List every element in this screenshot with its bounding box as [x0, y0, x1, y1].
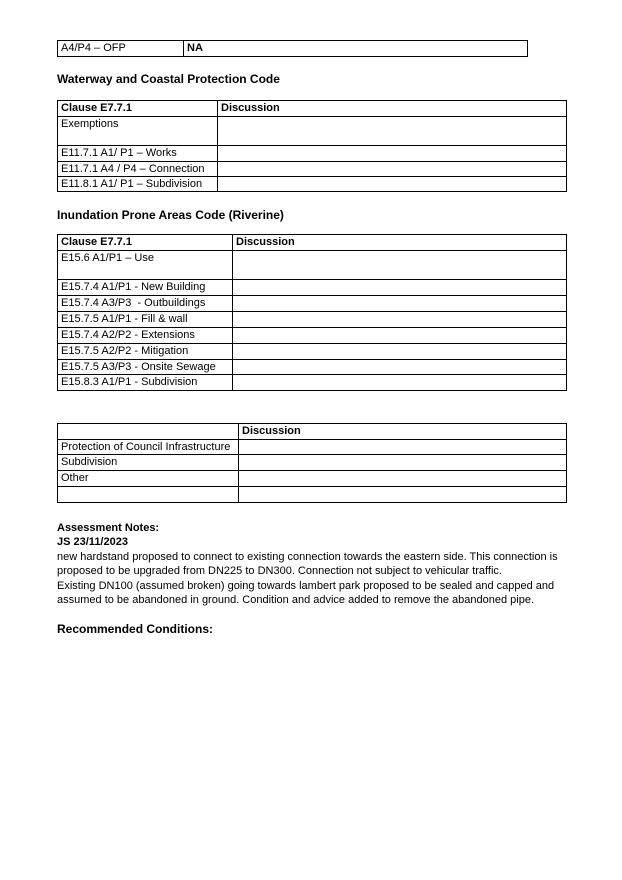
- clause-cell: E15.7.4 A1/P1 - New Building: [58, 280, 233, 296]
- table-row: [58, 117, 567, 146]
- clause-cell: E15.8.3 A1/P1 - Subdivision: [58, 375, 233, 391]
- table-header-row: [58, 424, 567, 440]
- clause-column-header: Clause E7.7.1: [58, 235, 233, 251]
- clause-cell: E15.7.5 A1/P1 - Fill & wall: [58, 312, 233, 328]
- clause-cell: E15.7.5 A2/P2 - Mitigation: [58, 344, 233, 360]
- discussion-cell: [218, 162, 567, 177]
- clause-cell: [58, 487, 239, 503]
- table-row: [58, 251, 567, 280]
- discussion-cell: [233, 312, 567, 328]
- discussion-cell: [233, 251, 567, 280]
- clause-cell: Exemptions: [58, 117, 218, 146]
- assessment-author-date: JS 23/11/2023: [57, 536, 128, 549]
- table-row: [58, 455, 567, 471]
- table-row: [58, 328, 567, 344]
- discussion-cell: [239, 487, 567, 503]
- discussion-cell: [233, 360, 567, 375]
- clause-cell: Other: [58, 471, 239, 487]
- discussion-cell: [239, 455, 567, 471]
- empty-column-header: [58, 424, 239, 440]
- clause-cell: Subdivision: [58, 455, 239, 471]
- table-header-row: [58, 235, 567, 251]
- clause-column-header: Clause E7.7.1: [58, 101, 218, 117]
- table-row: [58, 41, 528, 57]
- table-row: [58, 360, 567, 375]
- clause-cell: E11.7.1 A4 / P4 – Connection: [58, 162, 218, 177]
- clause-cell: E11.7.1 A1/ P1 – Works: [58, 146, 218, 162]
- summary-label-cell: A4/P4 – OFP: [58, 41, 184, 57]
- discussion-column-header: Discussion: [218, 101, 567, 117]
- table-row: [58, 177, 567, 192]
- discussion-cell: [218, 177, 567, 192]
- discussion-cell: [218, 146, 567, 162]
- discussion-cell: [218, 117, 567, 146]
- discussion-column-header: Discussion: [233, 235, 567, 251]
- assessment-notes-heading: Assessment Notes:: [57, 522, 160, 534]
- recommended-conditions-heading: Recommended Conditions:: [57, 622, 214, 637]
- other-matters-table: [57, 423, 567, 503]
- discussion-cell: [233, 375, 567, 391]
- assessment-paragraph: new hardstand proposed to connect to existing connection towards the eastern side. This connection is proposed to be upgraded from DN225 to DN300. Connection not subject to vehicular traffic.: [57, 550, 558, 578]
- table-row: [58, 487, 567, 503]
- clause-cell: Protection of Council Infrastructure: [58, 440, 239, 455]
- clause-cell: E11.8.1 A1/ P1 – Subdivision: [58, 177, 218, 192]
- table-row: [58, 471, 567, 487]
- table-row: [58, 280, 567, 296]
- discussion-cell: [233, 280, 567, 296]
- inundation-code-table: [57, 234, 567, 391]
- table-row: [58, 344, 567, 360]
- clause-cell: E15.7.5 A3/P3 - Onsite Sewage: [58, 360, 233, 375]
- clause-cell: E15.7.4 A3/P3 - Outbuildings: [58, 296, 233, 312]
- inundation-section-heading: Inundation Prone Areas Code (Riverine): [57, 208, 284, 222]
- table-row: [58, 375, 567, 391]
- table-header-row: [58, 101, 567, 117]
- clause-cell: E15.7.4 A2/P2 - Extensions: [58, 328, 233, 344]
- summary-value-cell: NA: [184, 41, 528, 57]
- discussion-cell: [233, 296, 567, 312]
- discussion-cell: [233, 344, 567, 360]
- clause-cell: E15.6 A1/P1 – Use: [58, 251, 233, 280]
- summary-row-table: [57, 40, 528, 57]
- discussion-column-header: Discussion: [239, 424, 567, 440]
- assessment-notes-section: [57, 521, 567, 607]
- discussion-cell: [233, 328, 567, 344]
- waterway-section-heading: Waterway and Coastal Protection Code: [57, 72, 280, 86]
- document-content: [57, 40, 567, 636]
- assessment-paragraph: Existing DN100 (assumed broken) going towards lambert park proposed to be sealed and capped and assumed to be abandoned in ground. Condition and advice added to remove the abandoned pipe.: [57, 579, 555, 607]
- discussion-cell: [239, 440, 567, 455]
- table-row: [58, 146, 567, 162]
- table-row: [58, 296, 567, 312]
- table-row: [58, 440, 567, 455]
- waterway-code-table: [57, 100, 567, 192]
- discussion-cell: [239, 471, 567, 487]
- table-row: [58, 162, 567, 177]
- table-row: [58, 312, 567, 328]
